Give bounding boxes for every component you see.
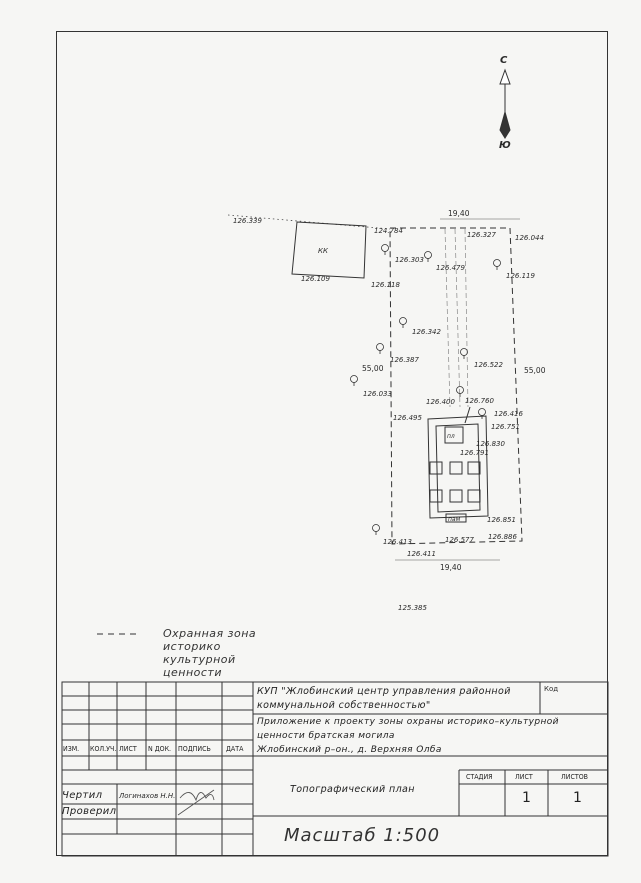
elevation: 126.522 — [474, 361, 503, 369]
elevation: 126.044 — [515, 234, 544, 242]
legend-line-1: Охранная зона — [163, 627, 257, 640]
label-pam: пам — [448, 516, 461, 523]
elevation: 126.342 — [412, 328, 441, 336]
dimension-top: 19,40 — [448, 209, 470, 218]
elevation: 126.479 — [436, 264, 465, 272]
elevation: 126.327 — [467, 231, 496, 239]
elevation: 126.118 — [371, 281, 400, 289]
header-sheet: ЛИСТ — [515, 773, 533, 781]
elevation: 126.751 — [491, 423, 520, 431]
elevation: 126.413 — [383, 538, 412, 546]
stamp-appendix-line2: ценности братская могила — [257, 731, 395, 741]
stamp-org-line2: коммунальной собственностью" — [257, 700, 431, 711]
elevation: 126.760 — [465, 397, 494, 405]
elevation: 126.109 — [301, 275, 330, 283]
header-izm: ИЗМ. — [63, 745, 80, 753]
sheet-number: 1 — [522, 790, 531, 806]
elevation: 126.303 — [395, 256, 424, 264]
elevation: 126.339 — [233, 217, 262, 225]
scale-label: Масштаб 1:500 — [284, 825, 441, 846]
building-label: КК — [318, 247, 328, 255]
elevation: 126.033 — [363, 390, 392, 398]
elevation: 126.119 — [506, 272, 535, 280]
dimension-right: 55,00 — [524, 366, 546, 375]
elevation: 126.851 — [487, 516, 516, 524]
header-stage: СТАДИЯ — [466, 773, 493, 781]
south-label: Ю — [499, 140, 511, 151]
header-n-dok: N ДОК. — [148, 745, 172, 753]
elevation: 126.830 — [476, 440, 505, 448]
stamp-appendix-line1: Приложение к проекту зоны охраны историко–культурной — [257, 717, 559, 727]
dimension-left: 55,00 — [362, 364, 384, 373]
elevation: 126.577 — [445, 536, 474, 544]
legend-line-3: культурной — [163, 653, 236, 666]
header-kol-uch: КОЛ.УЧ. — [90, 745, 117, 753]
legend-line-4: ценности — [163, 666, 222, 679]
elevation: 126.387 — [390, 356, 419, 364]
elevation: 126.495 — [393, 414, 422, 422]
label-pl: пл — [447, 433, 455, 440]
memorial-site — [428, 407, 488, 522]
header-data: ДАТА — [226, 745, 244, 753]
stamp-code: Код — [544, 685, 559, 693]
checked-label: Проверил — [62, 806, 117, 817]
elevation: 126.416 — [494, 410, 523, 418]
legend-line-2: историко — [163, 640, 221, 653]
north-label: С — [500, 55, 508, 66]
dimension-bottom: 19,40 — [440, 563, 462, 572]
elevation: 126.886 — [488, 533, 517, 541]
drew-label: Чертил — [62, 790, 103, 801]
stamp-title: Топографический план — [290, 784, 415, 795]
header-sheets: ЛИСТОВ — [561, 773, 588, 781]
header-list: ЛИСТ — [119, 745, 137, 753]
north-arrow-icon — [500, 70, 510, 138]
elevation: 125.385 — [398, 604, 427, 612]
signature — [178, 790, 214, 815]
sheets-count: 1 — [573, 790, 582, 806]
stamp-org-line1: КУП "Жлобинский центр управления районной — [257, 686, 511, 697]
elevation: 126.791 — [460, 449, 489, 457]
stamp-location: Жлобинский р–он., д. Верхняя Олба — [257, 745, 442, 755]
elevation: 124.784 — [374, 227, 403, 235]
header-podpis: ПОДПИСЬ — [178, 745, 211, 753]
drew-name: Логинахов Н.Н. — [119, 792, 176, 800]
elevation: 126.411 — [407, 550, 436, 558]
elevation: 126.400 — [426, 398, 455, 406]
